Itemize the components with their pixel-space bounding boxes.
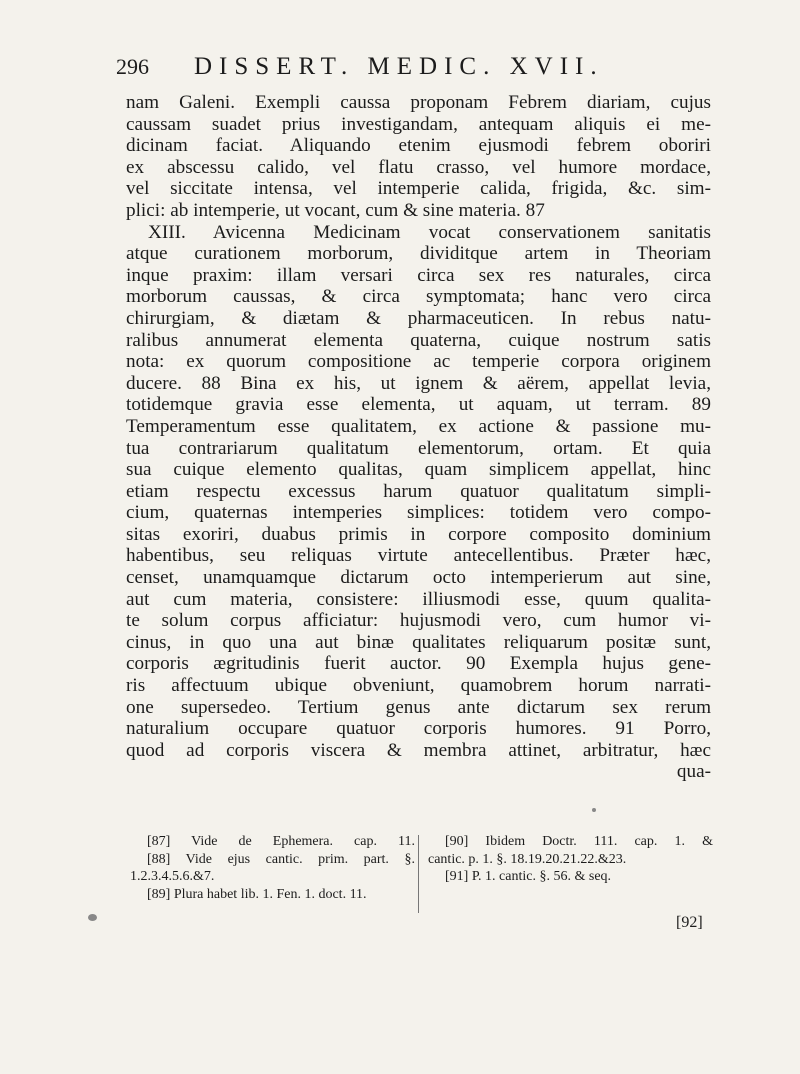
- text-line: aut cum materia, consistere: illiusmodi esse, quum qualita-: [126, 588, 711, 610]
- page-number: 296: [116, 54, 149, 79]
- text-line: sitas exoriri, duabus primis in corpore composito dominium: [126, 523, 711, 545]
- text-line: one supersedeo. Tertium genus ante dictarum sex rerum: [126, 696, 711, 718]
- footnote-line: [89] Plura habet lib. 1. Fen. 1. doct. 11.: [147, 886, 367, 902]
- text-line: nam Galeni. Exempli caussa proponam Febrem diariam, cujus: [126, 92, 711, 113]
- text-line: ralibus annumerat elementa quaterna, cuique nostrum satis: [126, 329, 711, 351]
- footnotes-left: [130, 833, 415, 903]
- text-line: totidemque gravia esse elementa, ut aquam, ut terram. 89: [126, 394, 711, 416]
- text-line: sua cuique elemento qualitas, quam simplicem appellat, hinc: [126, 459, 711, 481]
- text-line: ex abscessu calido, vel flatu crasso, vel humore mordace,: [126, 156, 711, 178]
- text-line: nota: ex quorum compositione ac temperie corpora originem: [126, 351, 711, 373]
- footnote-line: [87] Vide de Ephemera. cap. 11.: [147, 834, 415, 849]
- page-catchword: [92]: [676, 914, 703, 931]
- body-text: [126, 92, 711, 783]
- running-title: DISSERT. MEDIC. XVII.: [194, 53, 604, 80]
- text-line: XIII. Avicenna Medicinam vocat conservationem sanitatis: [148, 221, 711, 243]
- text-line: Temperamentum esse qualitatem, ex actione & passione mu-: [126, 415, 711, 437]
- footnote-line: [88] Vide ejus cantic. prim. part. §.: [147, 851, 415, 867]
- text-line: habentibus, seu reliquas virtute antecellentibus. Præter hæc,: [126, 545, 711, 567]
- text-line: te solum corpus afficiatur: hujusmodi vero, cum humor vi-: [126, 610, 711, 632]
- footnotes-right: [428, 833, 713, 886]
- text-line: chirurgiam, & diætam & pharmaceuticen. In rebus natu-: [126, 307, 711, 329]
- ink-speck: [592, 808, 596, 812]
- text-line: cium, quaternas intemperies simplices: totidem vero compo-: [126, 502, 711, 524]
- footnote-line: 1.2.3.4.5.6.&7.: [130, 869, 215, 884]
- text-line: inque praxim: illam versari circa sex res naturales, circa: [126, 264, 711, 286]
- text-line: morborum caussas, & circa symptomata; hanc vero circa: [126, 286, 711, 308]
- text-line: ducere. 88 Bina ex his, ut ignem & aërem, appellat levia,: [126, 372, 711, 394]
- text-line: ris affectuum ubique obveniunt, quamobrem horum narrati-: [126, 675, 711, 697]
- text-line: naturalium occupare quatuor corporis humores. 91 Porro,: [126, 718, 711, 740]
- text-line: censet, unamquamque dictarum octo intemperierum aut sine,: [126, 567, 711, 589]
- text-line: corporis ægritudinis fuerit auctor. 90 Exempla hujus gene-: [126, 653, 711, 675]
- text-line: tua contrariarum qualitatum elementorum, ortam. Et quia: [126, 437, 711, 459]
- text-line: atque curationem morborum, dividitque artem in Theoriam: [126, 243, 711, 265]
- text-line: cinus, in quo una aut binæ qualitates reliquarum positæ sunt,: [126, 631, 711, 653]
- text-line: vel siccitate intensa, vel intemperie calida, frigida, &c. sim-: [126, 178, 711, 200]
- text-line: quod ad corporis viscera & membra attinet, arbitratur, hæc: [126, 739, 711, 761]
- text-line: caussam suadet prius investigandam, antequam aliquis ei me-: [126, 113, 711, 135]
- catchword: qua-: [676, 761, 711, 783]
- footnote-line: cantic. p. 1. §. 18.19.20.21.22.&23.: [428, 851, 627, 867]
- footnote-line: [91] P. 1. cantic. §. 56. & seq.: [445, 869, 612, 884]
- text-line: etiam respectu excessus harum quatuor qualitatum simpli-: [126, 480, 711, 502]
- footnote-line: [90] Ibidem Doctr. 111. cap. 1. &: [445, 834, 713, 849]
- text-line: plici: ab intemperie, ut vocant, cum & sine materia. 87: [126, 199, 545, 221]
- page-header: [116, 52, 676, 82]
- text-line: dicinam faciat. Aliquando etenim ejusmodi febrem oboriri: [126, 135, 711, 157]
- footnote-divider: [418, 835, 419, 913]
- ink-speck: [88, 914, 97, 921]
